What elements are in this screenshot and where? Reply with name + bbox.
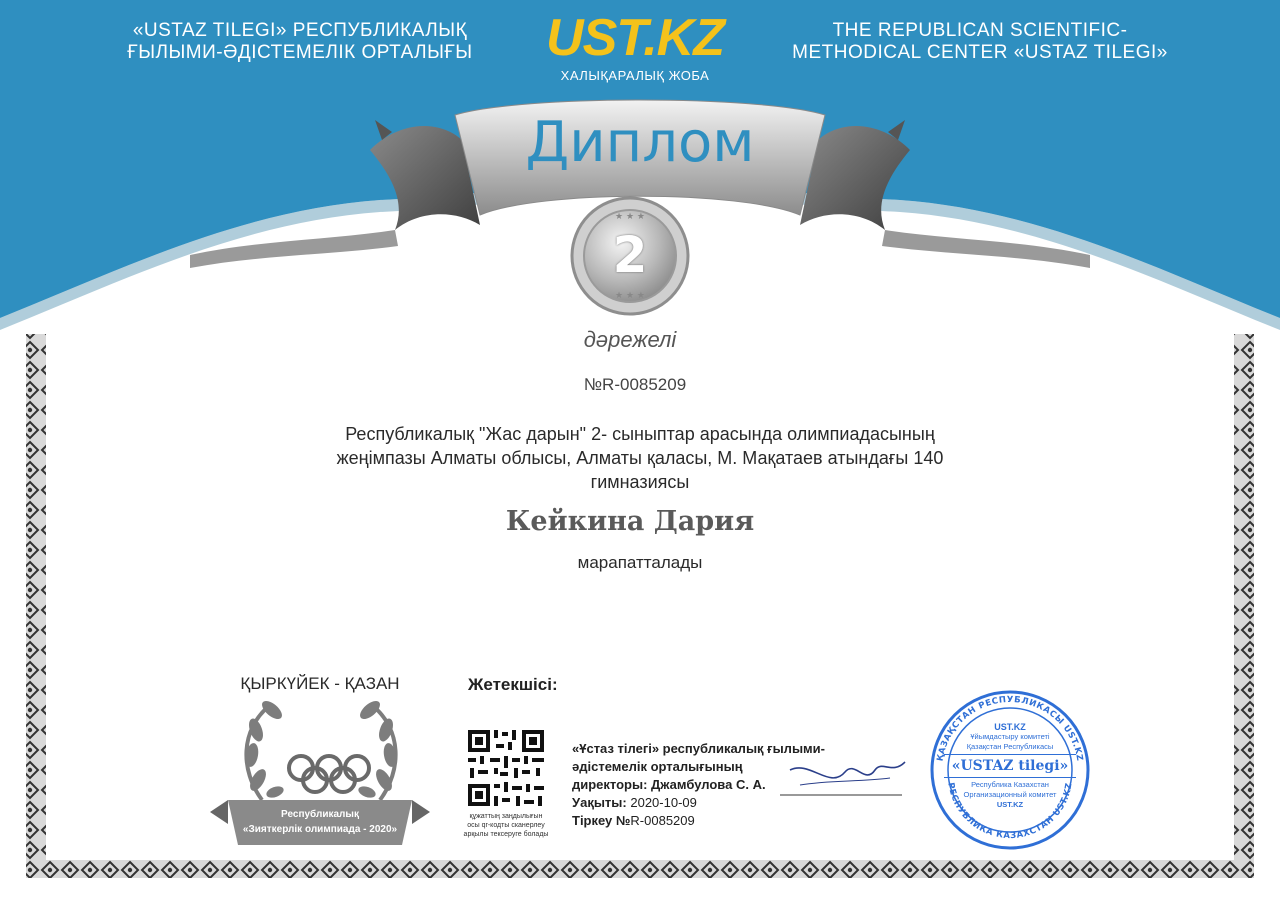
logo-text: UST.KZ bbox=[546, 9, 724, 67]
logo-subtitle: ХАЛЫҚАРАЛЫҚ ЖОБА bbox=[560, 68, 710, 83]
diploma-description bbox=[200, 422, 1080, 494]
badge-line1: Республикалық bbox=[281, 809, 359, 820]
header-right bbox=[790, 20, 1170, 64]
director-line2: әдістемелік орталығының bbox=[572, 759, 743, 774]
registration-row bbox=[572, 812, 862, 830]
olympic-rings-icon bbox=[289, 756, 369, 792]
issue-date-row bbox=[572, 794, 862, 812]
date-value: 2020-10-09 bbox=[630, 795, 697, 810]
header-left bbox=[120, 20, 480, 64]
stamp-ring-bottom: РЕСПУБЛИКА КАЗАХСТАН UST.KZ bbox=[945, 781, 1075, 842]
qr-caption bbox=[446, 812, 566, 839]
qr-caption-line1: құжаттың заңдылығын bbox=[469, 813, 543, 820]
header-right-line1: THE REPUBLICAN SCIENTIFIC- bbox=[832, 20, 1128, 41]
border-bottom bbox=[26, 860, 1254, 878]
stamp-center: «USTAZ tilegi» bbox=[944, 754, 1076, 778]
stamp-ring-top: ҚАЗАҚСТАН РЕСПУБЛИКАСЫ UST.KZ bbox=[935, 695, 1085, 763]
svg-text:★ ★ ★: ★ ★ ★ bbox=[615, 212, 645, 222]
awarded-label: марапатталады bbox=[577, 553, 703, 572]
qr-caption-line2: осы qr-кодты сканерлеу bbox=[467, 822, 545, 829]
diploma-title: Диплом bbox=[525, 110, 755, 175]
supervisor-label: Жетекшісі: bbox=[468, 675, 558, 694]
recipient-name: Кейкина Дария bbox=[505, 506, 755, 537]
laurel-wreath bbox=[244, 698, 398, 800]
place-number: 2 bbox=[612, 226, 648, 284]
svg-text:★ ★ ★: ★ ★ ★ bbox=[615, 291, 645, 301]
reg-value: R-0085209 bbox=[630, 813, 695, 828]
director-line3: директоры: Джамбулова С. А. bbox=[572, 777, 766, 792]
director-line1: «Ұстаз тілегі» республикалық ғылыми- bbox=[572, 741, 825, 756]
date-label: Уақыты: bbox=[572, 795, 627, 810]
reg-label: Тіркеу № bbox=[572, 813, 631, 828]
description-line1: Республикалық "Жас дарын" 2- сыныптар арасында олимпиадасының bbox=[345, 424, 935, 444]
stamp-top: UST.KZ bbox=[994, 722, 1026, 732]
stamp-line1: Ұйымдастыру комитеті bbox=[970, 732, 1050, 741]
header-left-line2: ҒЫЛЫМИ-ӘДІСТЕМЕЛІК ОРТАЛЫҒЫ bbox=[127, 42, 473, 63]
qr-code bbox=[466, 728, 546, 808]
degree-label: дәрежелі bbox=[583, 327, 677, 352]
description-line2: жеңімпазы Алматы облысы, Алматы қаласы, М. Мақатаев атындағы 140 bbox=[336, 448, 944, 468]
stamp-bottom-line1: Республика Казахстан bbox=[971, 780, 1049, 789]
description-line3: гимназиясы bbox=[590, 472, 690, 492]
stamp-inner-text bbox=[950, 722, 1070, 810]
diploma-number: №R-0085209 bbox=[583, 375, 687, 394]
badge-line2: «Зияткерлік олимпиада - 2020» bbox=[242, 824, 398, 835]
border-left bbox=[26, 334, 46, 864]
stamp-bottom-line3: UST.KZ bbox=[996, 800, 1024, 809]
header-left-line1: «USTAZ TILEGI» РЕСПУБЛИКАЛЫҚ bbox=[132, 20, 468, 41]
director-block bbox=[572, 740, 862, 830]
ust-logo bbox=[530, 8, 740, 83]
stamp-line2: Қазақстан Республикасы bbox=[966, 742, 1054, 751]
header-right-line2: METHODICAL CENTER «USTAZ TILEGI» bbox=[792, 42, 1168, 63]
olympiad-badge-text bbox=[232, 807, 408, 837]
season-label: ҚЫРКҮЙЕК - ҚАЗАН bbox=[240, 674, 400, 693]
stamp-bottom-line2: Организационный комитет bbox=[963, 790, 1057, 799]
qr-caption-line3: арқылы тексеруге болады bbox=[463, 831, 549, 838]
border-right bbox=[1234, 334, 1254, 864]
